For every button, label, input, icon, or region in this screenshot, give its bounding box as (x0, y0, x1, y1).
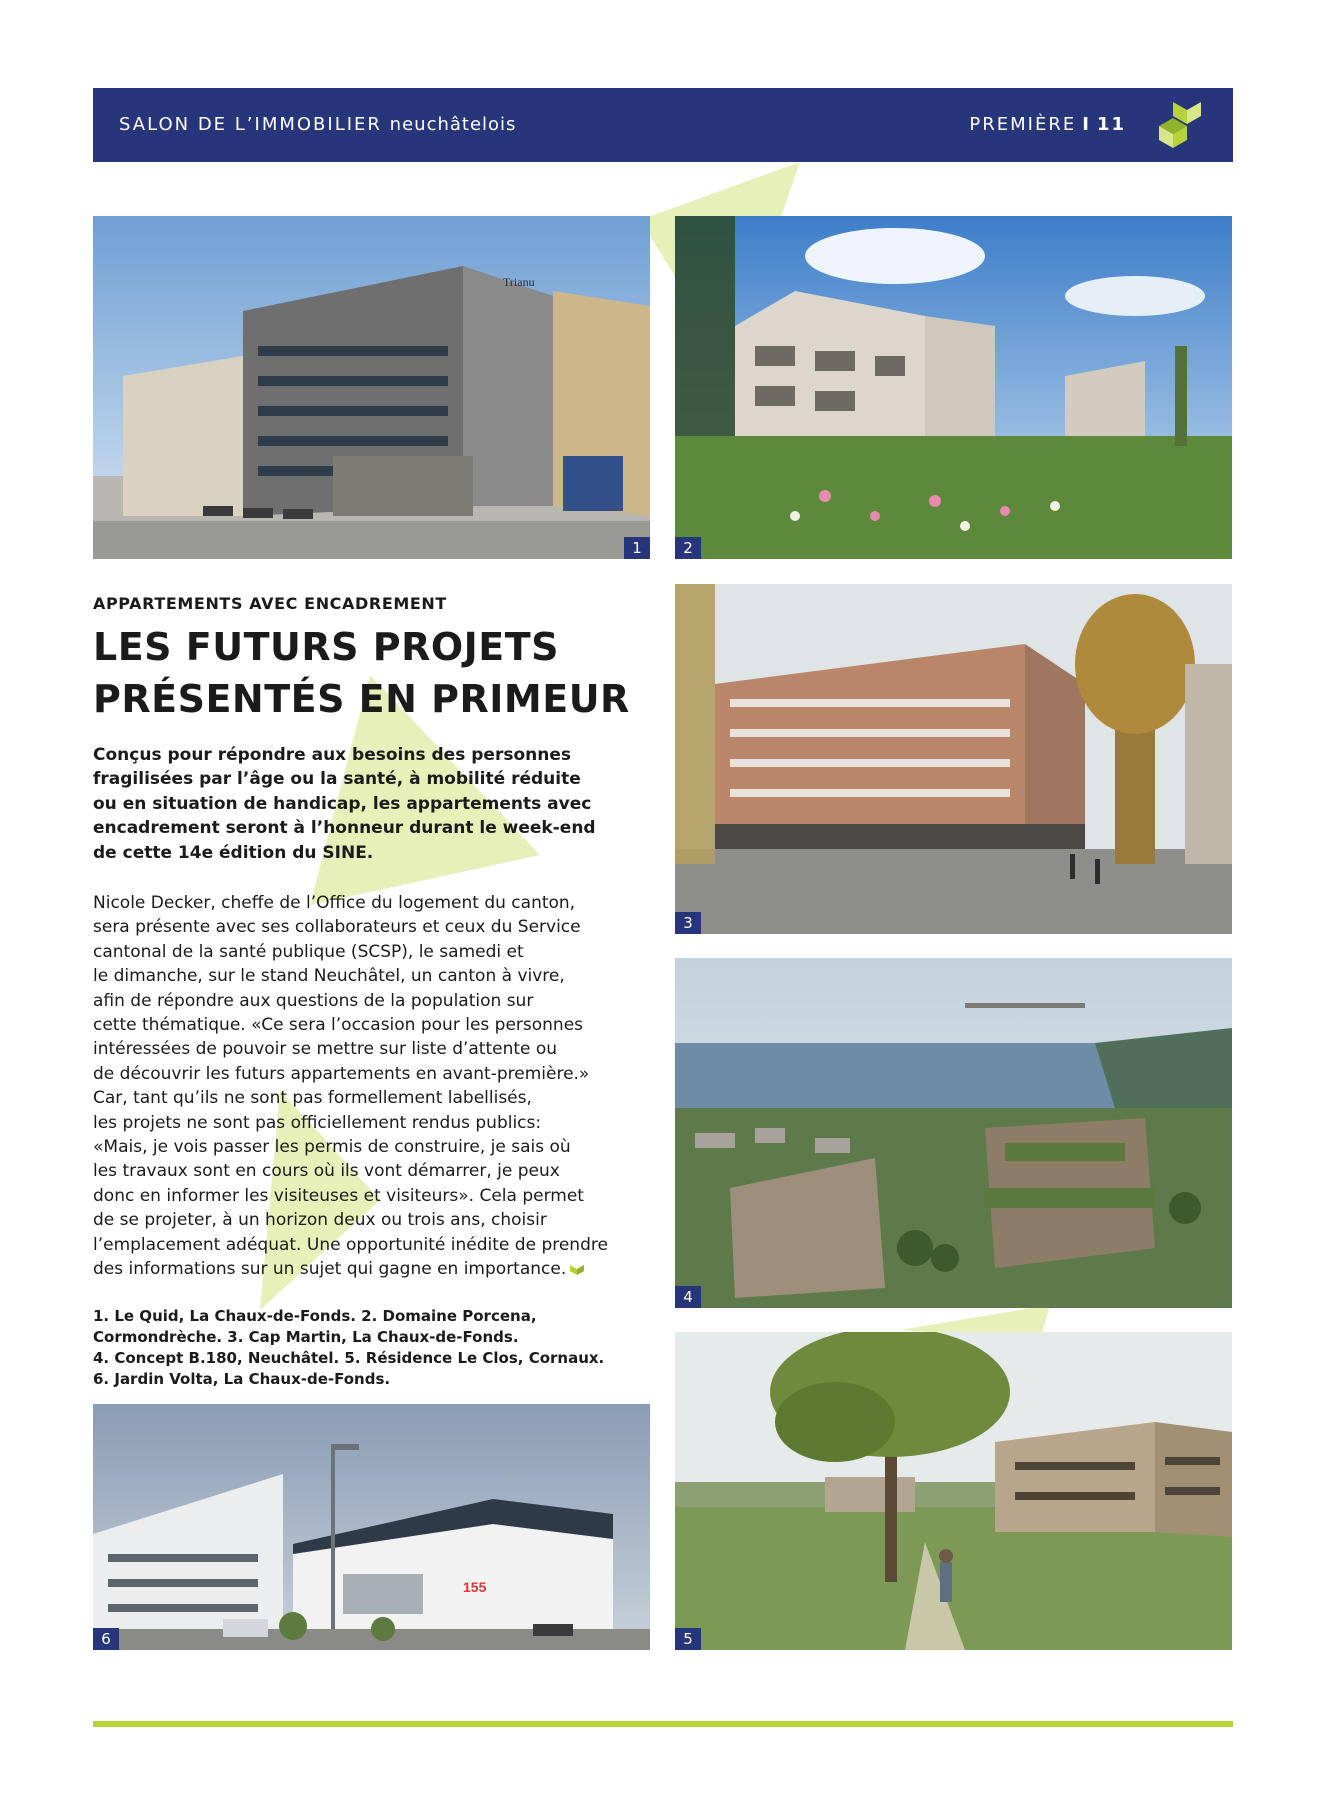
body-line: Nicole Decker, cheffe de l’Office du logement du canton, (93, 893, 576, 913)
photo-6-jardin-volta (93, 1404, 650, 1650)
body-line: les projets ne sont pas officiellement rendus publics: (93, 1112, 542, 1133)
body-line: donc en informer les visiteuses et visiteurs». Cela permet (93, 1185, 584, 1206)
lead-line: de cette 14e édition du SINE. (93, 842, 374, 863)
body-line-last (93, 1257, 653, 1281)
photo-1-sign: Trianu (503, 275, 535, 289)
header-bar (93, 88, 1233, 162)
body-line: cette thématique. «Ce sera l’occasion pour les personnes (93, 1015, 584, 1036)
article-body (93, 891, 653, 1282)
article-title (93, 621, 653, 725)
body-line: intéressées de pouvoir se mettre sur liste d’attente ou (93, 1039, 558, 1060)
body-line: Car, tant qu’ils ne sont pas formellement labellisés, (93, 1088, 532, 1109)
article-title-line-2: PRÉSENTÉS EN PRIMEUR (93, 677, 630, 721)
article-lead (93, 743, 653, 865)
photo-6-number: 6 (93, 1628, 119, 1650)
lead-line: Conçus pour répondre aux besoins des personnes (93, 745, 571, 765)
article-title-line-1: LES FUTURS PROJETS (93, 625, 560, 669)
caption-line: 4. Concept B.180, Neuchâtel. 5. Résidence Le Clos, Cornaux. (93, 1349, 605, 1367)
lead-line: fragilisées par l’âge ou la santé, à mobilité réduite (93, 769, 581, 790)
body-line: afin de répondre aux questions de la population sur (93, 990, 534, 1011)
photo-3-cap-martin (675, 584, 1232, 934)
header-section-title (119, 88, 516, 162)
caption-line: 1. Le Quid, La Chaux-de-Fonds. 2. Domaine Porcena, (93, 1307, 537, 1325)
body-line: sera présente avec ses collaborateurs et ceux du Service (93, 917, 581, 938)
body-line: de découvrir les futurs appartements en avant-première.» (93, 1063, 590, 1084)
photo-6-sign: 155 (463, 1579, 487, 1595)
caption-line: Cormondrèche. 3. Cap Martin, La Chaux-de-Fonds. (93, 1328, 519, 1346)
body-line: le dimanche, sur le stand Neuchâtel, un canton à vivre, (93, 966, 565, 987)
body-line: les travaux sont en cours où ils vont démarrer, je peux (93, 1161, 560, 1182)
body-line: l’emplacement adéquat. Une opportunité inédite de prendre (93, 1234, 608, 1255)
body-line: des informations sur un sujet qui gagne en importance. (93, 1259, 567, 1280)
lead-line: ou en situation de handicap, les appartements avec (93, 793, 592, 814)
body-line: «Mais, je vois passer les permis de construire, je sais où (93, 1137, 571, 1158)
footer-divider (93, 1721, 1233, 1727)
body-line: cantonal de la santé publique (SCSP), le samedi et (93, 941, 524, 962)
end-mark-icon (570, 1263, 584, 1275)
photo-1-number: 1 (624, 537, 650, 559)
photo-captions (93, 1306, 653, 1390)
caption-line: 6. Jardin Volta, La Chaux-de-Fonds. (93, 1370, 391, 1388)
page-label: PREMIÈRE (969, 114, 1077, 135)
sine-logo-icon (1153, 100, 1209, 152)
photo-3-number: 3 (675, 912, 701, 934)
page-number: 11 (1096, 114, 1126, 135)
photo-5-number: 5 (675, 1628, 701, 1650)
header-section-label: SALON DE L’IMMOBILIER (119, 114, 382, 135)
page-separator: I (1082, 114, 1091, 135)
photo-1-le-quid (93, 216, 650, 559)
lead-line: encadrement seront à l’honneur durant le week-end (93, 818, 596, 839)
header-section-sub: neuchâtelois (389, 114, 517, 135)
photo-4-number: 4 (675, 1286, 701, 1308)
page-indicator (969, 88, 1126, 162)
photo-5-residence-le-clos (675, 1332, 1232, 1650)
article-kicker: APPARTEMENTS AVEC ENCADREMENT (93, 594, 447, 613)
photo-2-number: 2 (675, 537, 701, 559)
body-line: de se projeter, à un horizon deux ou trois ans, choisir (93, 1210, 547, 1231)
photo-4-concept-b180 (675, 958, 1232, 1308)
photo-2-domaine-porcena (675, 216, 1232, 559)
